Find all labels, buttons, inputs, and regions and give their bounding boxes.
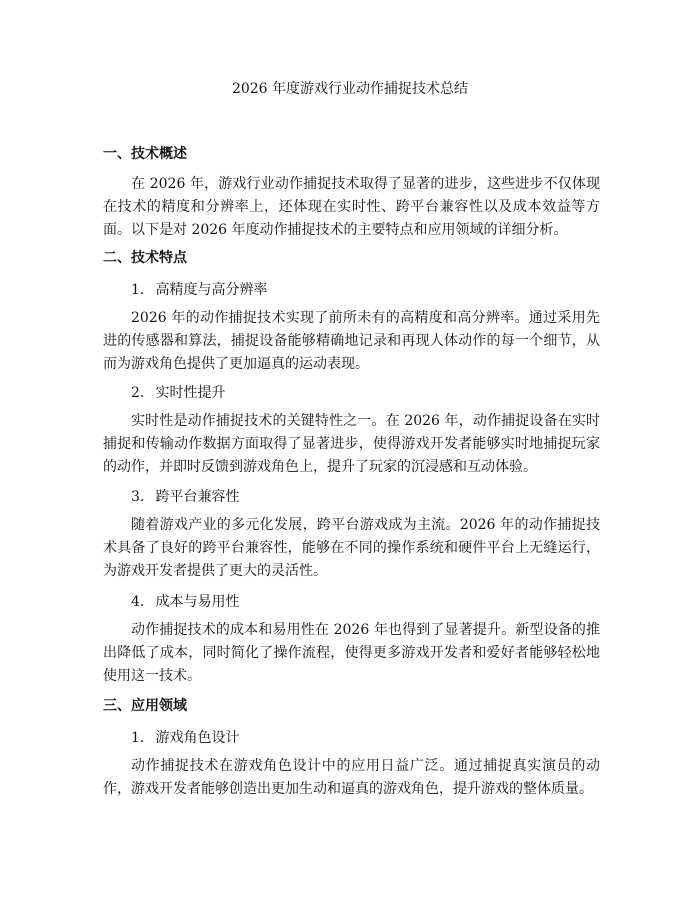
feature-item-4-body: 动作捕捉技术的成本和易用性在 2026 年也得到了显著提升。新型设备的推出降低了成本，同时简化了操作流程，使得更多游戏开发者和爱好者能够轻松地使用这一技术。 (103, 622, 600, 684)
feature-item-2-body: 实时性是动作捕捉技术的关键特性之一。在 2026 年，动作捕捉设备在实时捕捉和传输动作数据方面取得了显著进步，使得游戏开发者能够实时地捕捉玩家的动作，并即时反馈到游戏角色上，提升了玩家的沉浸感和互动体验。 (103, 413, 600, 475)
section-heading-features: 二、技术特点 (103, 250, 187, 266)
item-title: 成本与易用性 (155, 594, 240, 610)
item-number: 2. (131, 385, 145, 401)
application-item-1-title (131, 729, 239, 747)
item-number: 1. (131, 730, 145, 746)
application-item-1-body: 动作捕捉技术在游戏角色设计中的应用日益广泛。通过捕捉真实演员的动作，游戏开发者能够创造出更加生动和逼真的游戏角色，提升游戏的整体质量。 (103, 758, 600, 797)
item-title: 跨平台兼容性 (155, 489, 240, 505)
item-number: 1. (131, 282, 145, 298)
feature-item-3-body: 随着游戏产业的多元化发展，跨平台游戏成为主流。2026 年的动作捕捉技术具备了良好的跨平台兼容性，能够在不同的操作系统和硬件平台上无缝运行，为游戏开发者提供了更大的灵活性。 (103, 517, 600, 579)
item-title: 高精度与高分辨率 (155, 282, 268, 298)
feature-item-1-title (131, 281, 267, 299)
feature-item-2-title (131, 384, 225, 402)
item-title: 游戏角色设计 (155, 730, 240, 746)
section-heading-applications: 三、应用领域 (103, 698, 187, 714)
item-number: 3. (131, 489, 145, 505)
item-number: 4. (131, 594, 145, 610)
feature-item-1-body: 2026 年的动作捕捉技术实现了前所未有的高精度和高分辨率。通过采用先进的传感器和算法，捕捉设备能够精确地记录和再现人体动作的每一个细节，从而为游戏角色提供了更加逼真的运动表现。 (103, 310, 600, 372)
feature-item-3-title (131, 488, 239, 506)
item-title: 实时性提升 (155, 385, 226, 401)
document-title: 2026 年度游戏行业动作捕捉技术总结 (231, 81, 469, 97)
overview-paragraph: 在 2026 年，游戏行业动作捕捉技术取得了显著的进步，这些进步不仅体现在技术的精度和分辨率上，还体现在实时性、跨平台兼容性以及成本效益等方面。以下是对 2026 年度动作捕捉技术的主要特点和应用领域的详细分析。 (103, 176, 600, 238)
feature-item-4-title (131, 593, 239, 611)
section-heading-overview: 一、技术概述 (103, 146, 187, 162)
